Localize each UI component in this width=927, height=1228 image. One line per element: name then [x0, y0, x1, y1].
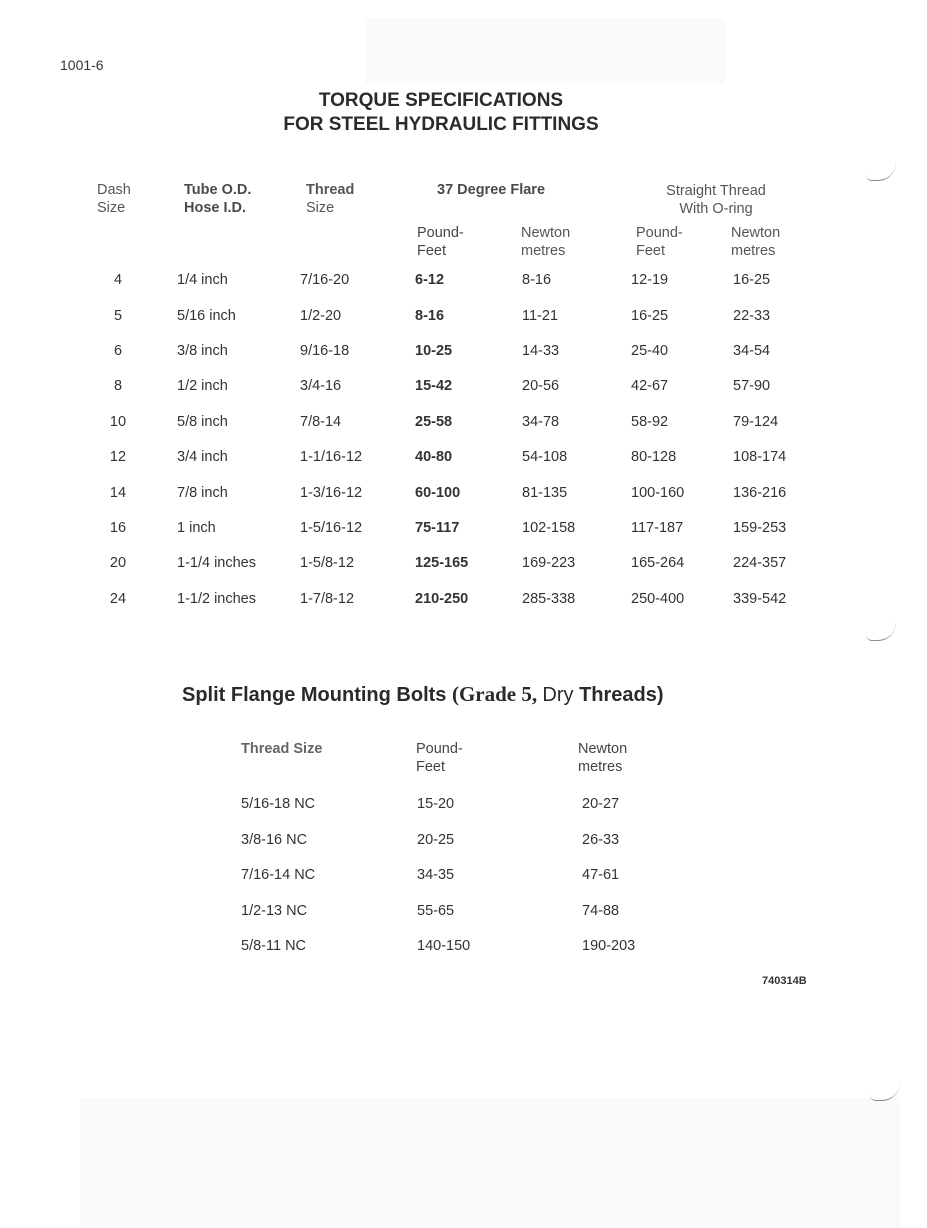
- cell-tube-size: 1-1/2 inches: [177, 591, 256, 607]
- cell-bolt-newton-metres: 190-203: [582, 938, 636, 954]
- cell-flare-newton-metres: 169-223: [522, 555, 576, 571]
- cell-flare-pound-feet: 25-58: [415, 414, 453, 430]
- cell-flare-newton-metres: 8-16: [522, 272, 552, 288]
- cell-oring-pound-feet: 80-128: [631, 449, 677, 465]
- binder-hole-mark: [866, 610, 896, 641]
- cell-oring-pound-feet: 25-40: [631, 343, 669, 359]
- cell-oring-pound-feet: 42-67: [631, 378, 669, 394]
- cell-bolt-thread-size: 5/16-18 NC: [241, 796, 316, 812]
- cell-flare-newton-metres: 81-135: [522, 485, 568, 501]
- cell-flare-pound-feet: 6-12: [415, 272, 445, 288]
- cell-oring-pound-feet: 250-400: [631, 591, 685, 607]
- cell-thread-size: 9/16-18: [300, 343, 350, 359]
- cell-tube-size: 3/8 inch: [177, 343, 228, 359]
- cell-dash-size: 16: [109, 520, 127, 536]
- cell-bolt-thread-size: 7/16-14 NC: [241, 867, 316, 883]
- header-straight-thread-oring: Straight Thread With O-ring: [666, 183, 766, 217]
- cell-thread-size: 1-3/16-12: [300, 485, 363, 501]
- cell-bolt-newton-metres: 26-33: [582, 832, 620, 848]
- cell-dash-size: 24: [109, 591, 127, 607]
- cell-tube-size: 3/4 inch: [177, 449, 228, 465]
- cell-oring-pound-feet: 16-25: [631, 308, 669, 324]
- cell-tube-size: 1-1/4 inches: [177, 555, 256, 571]
- cell-flare-newton-metres: 285-338: [522, 591, 576, 607]
- cell-bolt-newton-metres: 74-88: [582, 903, 620, 919]
- figure-code: 740314B: [762, 975, 807, 987]
- cell-bolt-pound-feet: 20-25: [417, 832, 455, 848]
- cell-oring-pound-feet: 12-19: [631, 272, 669, 288]
- page-number: 1001-6: [60, 57, 104, 73]
- cell-oring-newton-metres: 22-33: [733, 308, 771, 324]
- cell-bolt-pound-feet: 34-35: [417, 867, 455, 883]
- cell-flare-pound-feet: 75-117: [415, 520, 460, 536]
- cell-thread-size: 1-1/16-12: [300, 449, 363, 465]
- cell-tube-size: 1 inch: [177, 520, 216, 536]
- header-bolt-pound-feet: Pound- Feet: [416, 741, 463, 775]
- cell-flare-pound-feet: 60-100: [415, 485, 461, 501]
- header-flare-pound-feet: Pound- Feet: [417, 225, 464, 259]
- cell-dash-size: 10: [109, 414, 127, 430]
- cell-bolt-thread-size: 3/8-16 NC: [241, 832, 308, 848]
- cell-thread-size: 1-5/16-12: [300, 520, 363, 536]
- scan-artifact: [80, 1098, 900, 1228]
- cell-tube-size: 7/8 inch: [177, 485, 228, 501]
- cell-bolt-pound-feet: 140-150: [417, 938, 471, 954]
- cell-flare-newton-metres: 102-158: [522, 520, 576, 536]
- cell-tube-size: 5/8 inch: [177, 414, 228, 430]
- cell-oring-newton-metres: 136-216: [733, 485, 787, 501]
- cell-oring-newton-metres: 339-542: [733, 591, 787, 607]
- cell-oring-newton-metres: 34-54: [733, 343, 771, 359]
- cell-dash-size: 5: [113, 308, 123, 324]
- cell-bolt-thread-size: 5/8-11 NC: [241, 938, 307, 954]
- cell-oring-newton-metres: 16-25: [733, 272, 771, 288]
- cell-oring-pound-feet: 100-160: [631, 485, 685, 501]
- cell-dash-size: 4: [113, 272, 123, 288]
- cell-bolt-pound-feet: 55-65: [417, 903, 455, 919]
- cell-thread-size: 1/2-20: [300, 308, 342, 324]
- cell-oring-newton-metres: 108-174: [733, 449, 787, 465]
- cell-dash-size: 12: [109, 449, 127, 465]
- cell-thread-size: 7/8-14: [300, 414, 342, 430]
- cell-bolt-thread-size: 1/2-13 NC: [241, 903, 308, 919]
- cell-dash-size: 20: [109, 555, 127, 571]
- cell-thread-size: 3/4-16: [300, 378, 342, 394]
- header-oring-pound-feet: Pound- Feet: [636, 225, 683, 259]
- cell-oring-pound-feet: 58-92: [631, 414, 669, 430]
- cell-tube-size: 5/16 inch: [177, 308, 236, 324]
- cell-oring-pound-feet: 117-187: [631, 520, 684, 536]
- cell-flare-pound-feet: 40-80: [415, 449, 453, 465]
- bolts-section-title: Split Flange Mounting Bolts (Grade 5, Dry Threads): [182, 682, 664, 706]
- scan-artifact: [365, 18, 725, 83]
- cell-flare-newton-metres: 54-108: [522, 449, 568, 465]
- cell-thread-size: 1-5/8-12: [300, 555, 355, 571]
- cell-oring-newton-metres: 159-253: [733, 520, 787, 536]
- cell-oring-newton-metres: 224-357: [733, 555, 787, 571]
- cell-bolt-pound-feet: 15-20: [417, 796, 455, 812]
- cell-flare-pound-feet: 10-25: [415, 343, 453, 359]
- header-37-degree-flare: 37 Degree Flare: [437, 182, 546, 198]
- header-dash-size: Dash Size: [97, 182, 131, 216]
- header-flare-newton-metres: Newton metres: [521, 225, 571, 259]
- page-title-line-1: TORQUE SPECIFICATIONS: [318, 90, 564, 111]
- cell-tube-size: 1/4 inch: [177, 272, 228, 288]
- cell-oring-newton-metres: 57-90: [733, 378, 771, 394]
- cell-flare-newton-metres: 11-21: [522, 308, 559, 324]
- cell-thread-size: 7/16-20: [300, 272, 350, 288]
- cell-bolt-newton-metres: 47-61: [582, 867, 620, 883]
- cell-thread-size: 1-7/8-12: [300, 591, 355, 607]
- cell-flare-pound-feet: 210-250: [415, 591, 469, 607]
- cell-bolt-newton-metres: 20-27: [582, 796, 620, 812]
- header-oring-newton-metres: Newton metres: [731, 225, 781, 259]
- cell-oring-newton-metres: 79-124: [733, 414, 779, 430]
- page-title-line-2: FOR STEEL HYDRAULIC FITTINGS: [283, 114, 599, 135]
- cell-flare-newton-metres: 14-33: [522, 343, 560, 359]
- cell-flare-pound-feet: 15-42: [415, 378, 453, 394]
- header-bolt-thread-size: Thread Size: [241, 741, 323, 757]
- cell-dash-size: 14: [109, 485, 127, 501]
- header-tube-od: Tube O.D. Hose I.D.: [184, 182, 252, 216]
- header-bolt-newton-metres: Newton metres: [578, 741, 628, 775]
- cell-flare-newton-metres: 20-56: [522, 378, 560, 394]
- cell-dash-size: 6: [113, 343, 123, 359]
- header-thread-size: Thread Size: [306, 182, 355, 216]
- cell-oring-pound-feet: 165-264: [631, 555, 685, 571]
- cell-flare-pound-feet: 125-165: [415, 555, 469, 571]
- cell-tube-size: 1/2 inch: [177, 378, 228, 394]
- cell-dash-size: 8: [113, 378, 123, 394]
- cell-flare-pound-feet: 8-16: [415, 308, 445, 324]
- binder-hole-mark: [866, 150, 896, 181]
- binder-hole-mark: [870, 1070, 900, 1101]
- cell-flare-newton-metres: 34-78: [522, 414, 560, 430]
